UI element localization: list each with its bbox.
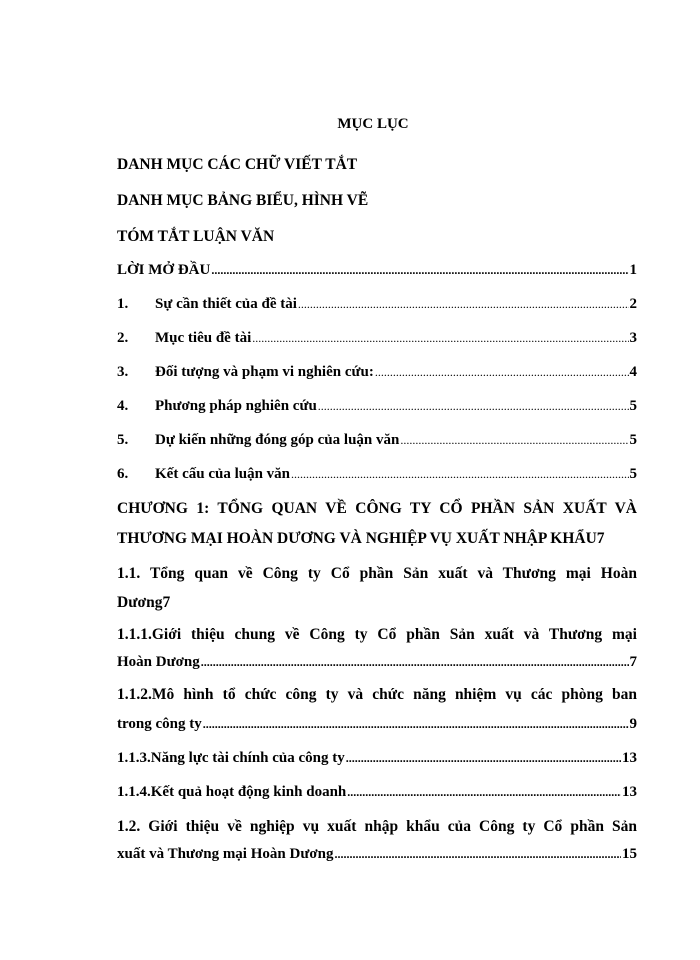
toc-entry-label: trong công ty	[117, 716, 202, 732]
toc-entry-label: Sự cần thiết của đề tài	[155, 296, 297, 312]
toc-entry-label: Dự kiến những đóng góp của luận văn	[155, 432, 400, 448]
dot-leader	[211, 263, 628, 278]
toc-heading-tables-figures: DANH MỤC BẢNG BIỂU, HÌNH VẼ	[117, 192, 369, 209]
toc-section-1-1-2-line-2	[117, 716, 637, 736]
toc-entry-label: Đối tượng và phạm vi nghiên cứu:	[155, 364, 374, 380]
toc-entry-intro-4	[117, 398, 637, 418]
toc-entry-number: 5.	[117, 432, 129, 448]
toc-page-number: 5	[629, 398, 637, 414]
dot-leader	[201, 655, 629, 670]
toc-section-1-1-line-2: Dương7	[117, 594, 171, 611]
toc-entry-label: Mục tiêu đề tài	[155, 330, 252, 346]
toc-heading-summary: TÓM TẮT LUẬN VĂN	[117, 228, 275, 245]
toc-chapter-1-line-2: THƯƠNG MẠI HOÀN DƯƠNG VÀ NGHIỆP VỤ XUẤT NHẬP KHẨU7	[117, 530, 605, 547]
dot-leader	[347, 785, 621, 800]
toc-page-number: 5	[629, 432, 637, 448]
toc-page-number: 1	[629, 262, 637, 278]
toc-entry-intro-1	[117, 296, 637, 316]
toc-title: MỤC LỤC	[337, 116, 409, 132]
toc-entry-number: 6.	[117, 466, 129, 482]
dot-leader	[400, 433, 628, 448]
toc-page-number: 9	[629, 716, 637, 732]
toc-entry-label: Phương pháp nghiên cứu	[155, 398, 317, 414]
toc-heading-abbreviations: DANH MỤC CÁC CHỮ VIẾT TẮT	[117, 156, 358, 173]
toc-section-1-1-3	[117, 750, 637, 770]
toc-entry-number: 1.	[117, 296, 129, 312]
toc-page-number: 15	[622, 846, 637, 862]
toc-entry-intro-3	[117, 364, 637, 384]
toc-page-number: 4	[629, 364, 637, 380]
toc-entry-number: 3.	[117, 364, 129, 380]
dot-leader	[298, 297, 629, 312]
toc-section-1-1-4	[117, 784, 637, 804]
toc-entry-intro-6	[117, 466, 637, 486]
toc-entry-label: Kết cấu của luận văn	[155, 466, 291, 482]
toc-section-1-2-line-1: 1.2. Giới thiệu về nghiệp vụ xuất nhập khẩu của Công ty Cổ phần Sản	[117, 818, 637, 835]
toc-page-number: 13	[622, 750, 637, 766]
toc-entry-label: Hoàn Dương	[117, 654, 200, 670]
dot-leader	[375, 365, 629, 380]
toc-entry-label: 1.1.3.Năng lực tài chính của công ty	[117, 750, 345, 766]
toc-section-1-1-line-1: 1.1. Tổng quan về Công ty Cổ phần Sản xuất và Thương mại Hoàn	[117, 565, 637, 582]
toc-section-1-1-1-line-1: 1.1.1.Giới thiệu chung về Công ty Cổ phần Sản xuất và Thương mại	[117, 626, 637, 643]
toc-section-1-1-2-line-1: 1.1.2.Mô hình tổ chức công ty và chức năng nhiệm vụ các phòng ban	[117, 686, 637, 703]
dot-leader	[346, 751, 621, 766]
dot-leader	[203, 717, 629, 732]
toc-section-1-1-1-line-2	[117, 654, 637, 674]
toc-entry-label: LỜI MỞ ĐẦU	[117, 262, 211, 278]
dot-leader	[252, 331, 628, 346]
toc-page-number: 3	[629, 330, 637, 346]
toc-entry-number: 2.	[117, 330, 129, 346]
toc-page-number: 2	[629, 296, 637, 312]
toc-entry-number: 4.	[117, 398, 129, 414]
toc-entry-intro-5	[117, 432, 637, 452]
toc-entry-intro-2	[117, 330, 637, 350]
dot-leader	[334, 847, 621, 862]
dot-leader	[318, 399, 629, 414]
toc-page-number: 7	[629, 654, 637, 670]
toc-page-number: 13	[622, 784, 637, 800]
toc-entry-label: xuất và Thương mại Hoàn Dương	[117, 846, 334, 862]
dot-leader	[291, 467, 628, 482]
toc-entry-intro	[117, 262, 637, 282]
toc-page-number: 5	[629, 466, 637, 482]
toc-chapter-1-line-1: CHƯƠNG 1: TỔNG QUAN VỀ CÔNG TY CỔ PHẦN SẢN XUẤT VÀ	[117, 500, 637, 517]
toc-entry-label: 1.1.4.Kết quả hoạt động kinh doanh	[117, 784, 347, 800]
toc-section-1-2-line-2	[117, 846, 637, 866]
